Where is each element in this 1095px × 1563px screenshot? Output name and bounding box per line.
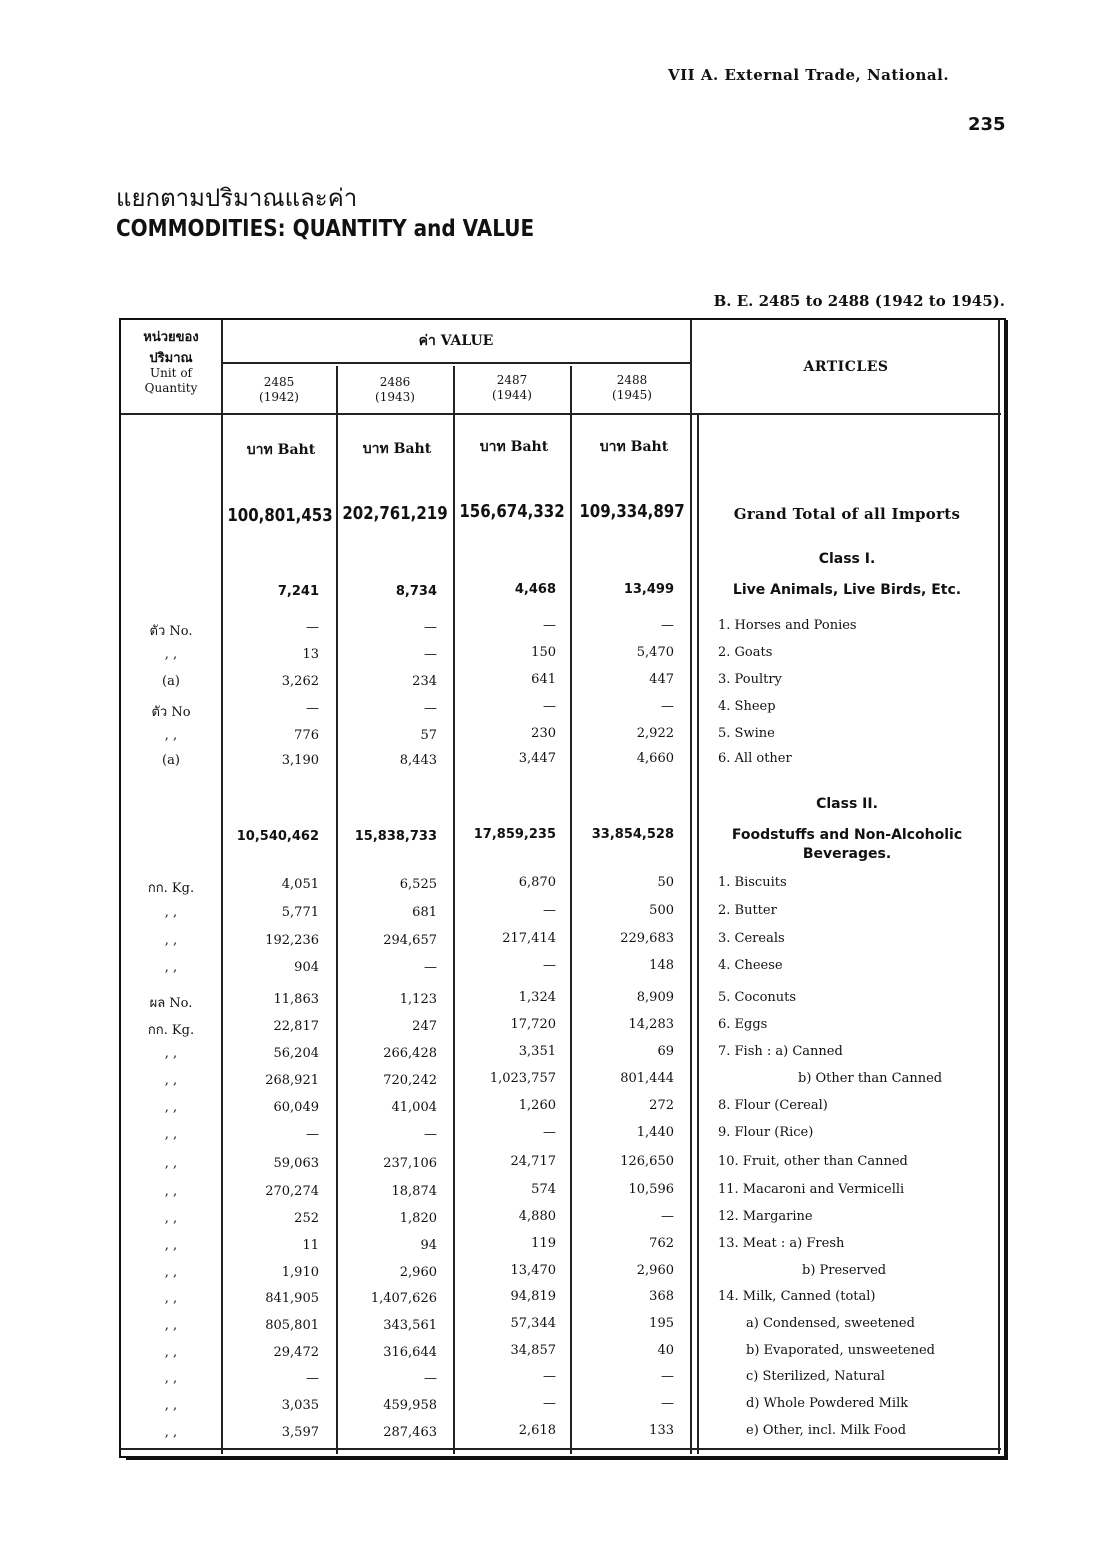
year-header-1945: [574, 373, 690, 403]
row-article: 1. Horses and Ponies: [718, 618, 857, 633]
row-value: —: [424, 1127, 437, 1142]
row-unit: , ,: [164, 1265, 178, 1280]
class-1-total: 8,734: [395, 584, 437, 599]
row-value: 6,870: [518, 875, 556, 890]
row-value: 1,407,626: [370, 1291, 437, 1306]
row-unit: , ,: [164, 1156, 178, 1171]
row-value: —: [543, 903, 556, 918]
row-unit: , ,: [164, 1100, 178, 1115]
row-article: b) Evaporated, unsweetened: [746, 1343, 935, 1358]
unit-header-en-1: Unit of: [150, 366, 192, 380]
row-value: 500: [649, 903, 674, 918]
currency-label: บาท Baht: [362, 441, 432, 457]
row-value: 1,260: [518, 1098, 556, 1113]
row-value: 13,470: [510, 1263, 556, 1278]
row-value: 11: [302, 1238, 319, 1253]
row-value: —: [424, 960, 437, 975]
column-rule: [453, 366, 455, 1454]
row-value: 57: [420, 728, 437, 743]
row-value: 3,035: [281, 1398, 319, 1413]
row-article: d) Whole Powdered Milk: [746, 1396, 909, 1411]
row-value: 3,351: [518, 1044, 556, 1059]
row-value: —: [306, 1127, 319, 1142]
row-unit: ตัว No.: [149, 624, 193, 639]
row-value: 272: [649, 1098, 674, 1113]
grand-total-1942: 100,801,453: [227, 504, 333, 526]
row-value: 94: [420, 1238, 437, 1253]
row-value: 266,428: [383, 1046, 437, 1061]
row-value: 4,051: [281, 877, 319, 892]
row-unit: , ,: [164, 1291, 178, 1306]
row-article: 4. Cheese: [718, 958, 783, 973]
row-value: —: [306, 620, 319, 635]
row-article: 5. Swine: [718, 726, 775, 741]
unit-header-thai-1: หน่วยของ: [143, 330, 199, 345]
class-2-subtitle-2: Beverages.: [802, 846, 892, 862]
unit-of-quantity-header: [122, 330, 220, 396]
row-value: 17,720: [510, 1017, 556, 1032]
class-1-total: 7,241: [277, 584, 319, 599]
row-value: 343,561: [383, 1318, 437, 1333]
row-value: 1,820: [399, 1211, 437, 1226]
column-rule: [570, 366, 572, 1454]
row-unit: (a): [162, 674, 180, 689]
row-value: 4,880: [518, 1209, 556, 1224]
row-article: 10. Fruit, other than Canned: [718, 1154, 908, 1169]
row-value: 69: [657, 1044, 674, 1059]
grand-total-label: Grand Total of all Imports: [733, 505, 961, 523]
row-value: 268,921: [265, 1073, 319, 1088]
row-value: —: [424, 1371, 437, 1386]
table-shadow-bottom: [126, 1456, 1008, 1460]
year-ad: (1945): [612, 388, 652, 402]
column-rule: [998, 320, 1000, 1454]
grand-total-1943: 202,761,219: [342, 502, 448, 524]
row-value: 294,657: [383, 933, 437, 948]
row-value: —: [543, 1369, 556, 1384]
row-value: 3,597: [281, 1425, 319, 1440]
column-rule: [690, 320, 692, 1454]
row-value: —: [661, 1209, 674, 1224]
header-rule: [121, 413, 1001, 415]
row-article: b) Other than Canned: [798, 1071, 943, 1086]
row-value: 270,274: [265, 1184, 319, 1199]
row-unit: , ,: [164, 1073, 178, 1088]
running-head: VII A. External Trade, National.: [668, 66, 950, 84]
row-value: 776: [294, 728, 319, 743]
row-unit: กก. Kg.: [147, 1023, 195, 1038]
unit-header-en-2: Quantity: [144, 381, 198, 395]
row-value: 720,242: [383, 1073, 437, 1088]
row-value: 195: [649, 1316, 674, 1331]
class-2-total: 10,540,462: [236, 829, 319, 844]
title-thai: แยกตามปริมาณและค่า: [116, 184, 358, 212]
row-article: 12. Margarine: [718, 1209, 813, 1224]
row-value: 8,909: [636, 990, 674, 1005]
row-article: 1. Biscuits: [718, 875, 787, 890]
row-value: 252: [294, 1211, 319, 1226]
row-unit: ตัว No: [151, 705, 191, 720]
row-value: 1,123: [399, 992, 437, 1007]
year-ad: (1943): [375, 390, 415, 404]
row-article: 4. Sheep: [718, 699, 776, 714]
row-value: 60,049: [273, 1100, 319, 1115]
row-value: 1,910: [281, 1265, 319, 1280]
class-2-total: 15,838,733: [354, 829, 437, 844]
row-value: 126,650: [620, 1154, 674, 1169]
row-unit: , ,: [164, 1425, 178, 1440]
row-unit: , ,: [164, 1046, 178, 1061]
row-value: —: [543, 1125, 556, 1140]
row-value: 41,004: [391, 1100, 437, 1115]
currency-label: บาท Baht: [599, 439, 669, 455]
row-article: 8. Flour (Cereal): [718, 1098, 828, 1113]
row-value: 2,922: [636, 726, 674, 741]
row-article: 13. Meat : a) Fresh: [718, 1236, 845, 1251]
year-be: 2487: [496, 373, 528, 387]
row-value: —: [424, 647, 437, 662]
row-value: —: [661, 1396, 674, 1411]
currency-label: บาท Baht: [479, 439, 549, 455]
year-be: 2486: [379, 375, 411, 389]
row-value: 5,470: [636, 645, 674, 660]
row-value: 59,063: [273, 1156, 319, 1171]
row-value: 234: [412, 674, 437, 689]
row-article: 5. Coconuts: [718, 990, 797, 1005]
row-value: 119: [531, 1236, 556, 1251]
period-label: B. E. 2485 to 2488 (1942 to 1945).: [713, 292, 1005, 310]
year-be: 2485: [263, 375, 295, 389]
row-value: 24,717: [510, 1154, 556, 1169]
row-unit: , ,: [164, 1345, 178, 1360]
grand-total-1944: 156,674,332: [459, 500, 565, 522]
row-value: 805,801: [265, 1318, 319, 1333]
row-value: 247: [412, 1019, 437, 1034]
class-1-total: 13,499: [623, 582, 674, 597]
row-value: —: [543, 1396, 556, 1411]
class-1-total: 4,468: [514, 582, 556, 597]
row-article: 2. Butter: [718, 903, 777, 918]
row-value: 217,414: [502, 931, 556, 946]
row-value: —: [306, 701, 319, 716]
year-be: 2488: [616, 373, 648, 387]
row-value: 14,283: [628, 1017, 674, 1032]
row-value: 13: [302, 647, 319, 662]
row-value: 133: [649, 1423, 674, 1438]
class-2-title: Class II.: [816, 796, 878, 812]
unit-header-thai-2: ปริมาณ: [149, 351, 193, 366]
row-unit: , ,: [164, 933, 178, 948]
row-unit: , ,: [164, 1238, 178, 1253]
row-value: 681: [412, 905, 437, 920]
row-value: 148: [649, 958, 674, 973]
row-value: 1,440: [636, 1125, 674, 1140]
row-value: 1,023,757: [489, 1071, 556, 1086]
row-value: —: [543, 958, 556, 973]
row-value: 5,771: [281, 905, 319, 920]
row-value: 18,874: [391, 1184, 437, 1199]
row-unit: , ,: [164, 960, 178, 975]
row-unit: , ,: [164, 1398, 178, 1413]
row-value: 2,618: [518, 1423, 556, 1438]
row-value: —: [306, 1371, 319, 1386]
grand-total-1945: 109,334,897: [579, 500, 685, 522]
row-value: 762: [649, 1236, 674, 1251]
row-article: c) Sterilized, Natural: [746, 1369, 885, 1384]
row-article: e) Other, incl. Milk Food: [746, 1423, 907, 1438]
row-value: 574: [531, 1182, 556, 1197]
row-value: 4,660: [636, 751, 674, 766]
row-article: 11. Macaroni and Vermicelli: [718, 1182, 905, 1197]
row-unit: , ,: [164, 1184, 178, 1199]
row-value: 237,106: [383, 1156, 437, 1171]
row-value: 3,190: [281, 753, 319, 768]
row-value: 801,444: [620, 1071, 674, 1086]
row-unit: (a): [162, 753, 180, 768]
row-unit: ผล No.: [149, 996, 193, 1011]
row-value: 1,324: [518, 990, 556, 1005]
row-unit: , ,: [164, 1211, 178, 1226]
row-unit: , ,: [164, 1318, 178, 1333]
row-article: 3. Poultry: [718, 672, 782, 687]
class-2-total: 17,859,235: [473, 827, 556, 842]
row-value: 50: [657, 875, 674, 890]
row-value: 10,596: [628, 1182, 674, 1197]
row-unit: กก. Kg.: [147, 881, 195, 896]
column-rule: [697, 414, 699, 1454]
page-number: 235: [968, 114, 1006, 135]
row-value: 368: [649, 1289, 674, 1304]
row-article: 3. Cereals: [718, 931, 785, 946]
row-value: 57,344: [510, 1316, 556, 1331]
value-header: ค่า VALUE: [418, 333, 494, 349]
row-value: —: [543, 618, 556, 633]
header-rule: [221, 362, 691, 364]
row-article: 6. Eggs: [718, 1017, 768, 1032]
row-value: —: [661, 1369, 674, 1384]
row-article: 14. Milk, Canned (total): [718, 1289, 876, 1304]
row-value: —: [424, 620, 437, 635]
row-article: 2. Goats: [718, 645, 773, 660]
row-value: 447: [649, 672, 674, 687]
row-value: 3,262: [281, 674, 319, 689]
row-value: 229,683: [620, 931, 674, 946]
row-article: b) Preserved: [802, 1263, 887, 1278]
row-value: 34,857: [510, 1343, 556, 1358]
row-value: —: [661, 618, 674, 633]
row-article: 6. All other: [718, 751, 792, 766]
row-value: 22,817: [273, 1019, 319, 1034]
row-value: —: [543, 699, 556, 714]
row-unit: , ,: [164, 1371, 178, 1386]
row-value: 8,443: [399, 753, 437, 768]
row-article: 7. Fish : a) Canned: [718, 1044, 843, 1059]
title-english: COMMODITIES: QUANTITY and VALUE: [116, 214, 535, 242]
table-shadow-right: [1004, 320, 1008, 1460]
row-value: —: [661, 699, 674, 714]
row-value: 94,819: [510, 1289, 556, 1304]
row-article: a) Condensed, sweetened: [746, 1316, 915, 1331]
currency-label: บาท Baht: [246, 442, 316, 458]
year-header-1943: [337, 375, 453, 405]
row-unit: , ,: [164, 728, 178, 743]
class-1-subtitle: Live Animals, Live Birds, Etc.: [732, 582, 962, 598]
articles-header: ARTICLES: [803, 359, 889, 375]
row-value: 192,236: [265, 933, 319, 948]
row-value: 29,472: [273, 1345, 319, 1360]
year-ad: (1944): [492, 388, 532, 402]
row-unit: , ,: [164, 1127, 178, 1142]
year-header-1942: [221, 375, 337, 405]
row-value: 287,463: [383, 1425, 437, 1440]
row-unit: , ,: [164, 905, 178, 920]
row-unit: , ,: [164, 647, 178, 662]
class-2-subtitle-1: Foodstuffs and Non-Alcoholic: [731, 827, 963, 843]
row-article: 9. Flour (Rice): [718, 1125, 814, 1140]
class-2-total: 33,854,528: [591, 827, 674, 842]
row-value: —: [424, 701, 437, 716]
row-value: 2,960: [636, 1263, 674, 1278]
year-header-1944: [454, 373, 570, 403]
year-ad: (1942): [259, 390, 299, 404]
row-value: 11,863: [273, 992, 319, 1007]
row-value: 6,525: [399, 877, 437, 892]
row-value: 459,958: [383, 1398, 437, 1413]
row-value: 56,204: [273, 1046, 319, 1061]
row-value: 841,905: [265, 1291, 319, 1306]
footer-rule: [121, 1448, 1001, 1450]
row-value: 40: [657, 1343, 674, 1358]
class-1-title: Class I.: [818, 551, 876, 567]
row-value: 2,960: [399, 1265, 437, 1280]
row-value: 316,644: [383, 1345, 437, 1360]
row-value: 3,447: [518, 751, 556, 766]
row-value: 230: [531, 726, 556, 741]
row-value: 904: [294, 960, 319, 975]
row-value: 641: [531, 672, 556, 687]
row-value: 150: [531, 645, 556, 660]
